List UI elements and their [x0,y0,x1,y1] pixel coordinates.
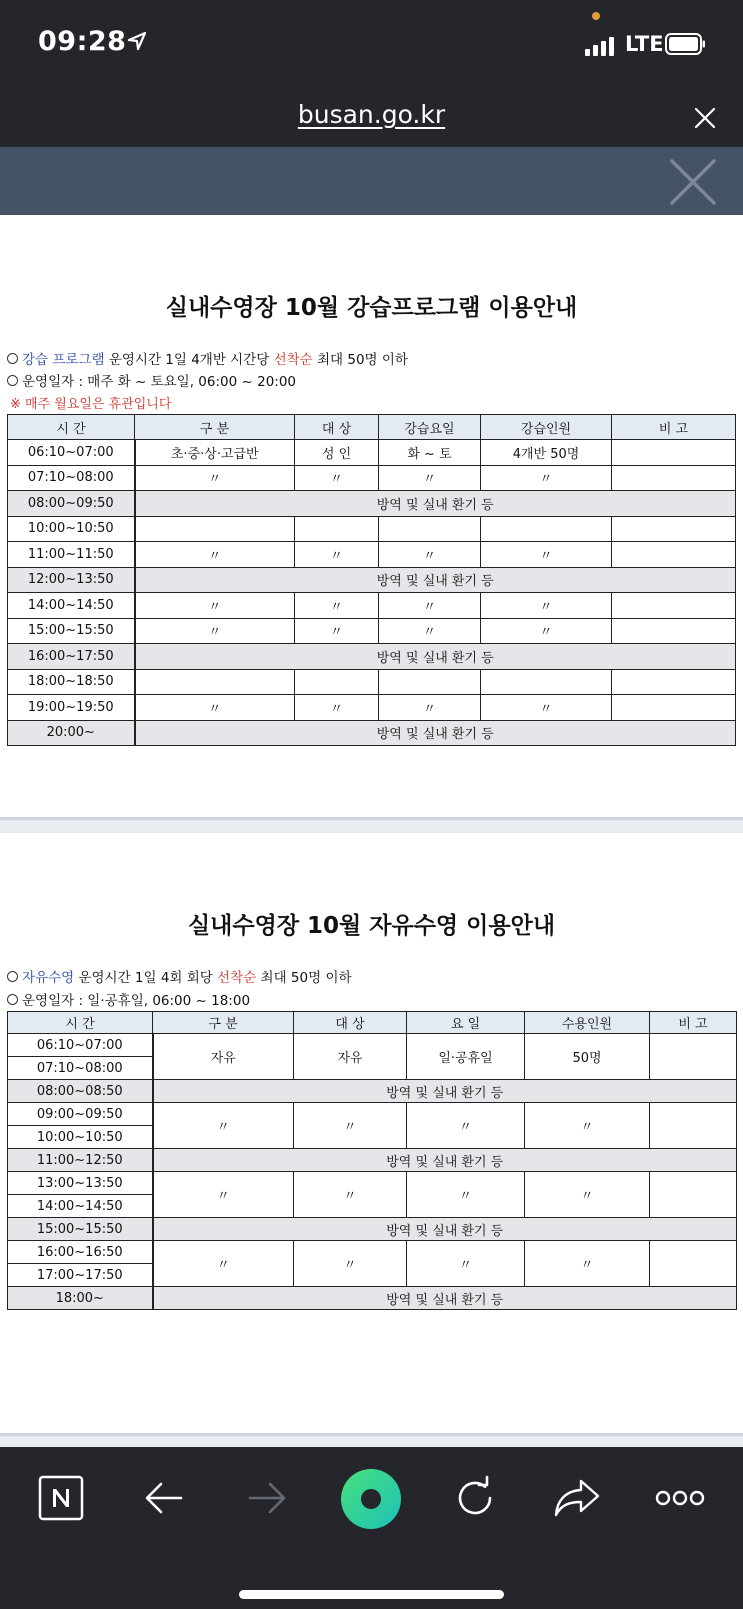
close-icon[interactable] [692,105,718,131]
signal-icon [585,36,621,56]
table-row [8,465,736,491]
more-options-icon[interactable] [655,1487,705,1509]
time-cell: 10:00~10:50 [8,1126,153,1149]
time-cell: 15:00~15:50 [8,618,135,644]
column-header: 요 일 [407,1012,525,1034]
break-note-cell: 방역 및 실내 환기 등 [135,720,736,746]
column-header: 시 간 [8,1012,153,1034]
time-cell: 10:00~10:50 [8,516,135,542]
column-header: 비 고 [612,415,736,440]
table-cell [650,1034,737,1080]
table-row [8,542,736,568]
status-time: 09:28 [38,26,127,57]
free-swim-title: 실내수영장 10월 자유수영 이용안내 [187,913,556,939]
table-cell: 〃 [153,1172,294,1218]
circle-bullet-icon [7,994,18,1005]
table-cell: 〃 [407,1103,525,1149]
table-cell: 〃 [135,593,295,619]
time-cell: 06:10~07:00 [8,1034,153,1057]
time-cell: 14:00~14:50 [8,593,135,619]
time-cell: 15:00~15:50 [8,1218,153,1241]
section-divider [0,1433,743,1436]
time-cell: 13:00~13:50 [8,1172,153,1195]
table-row [8,593,736,619]
free-swim-label: 자유수영 [22,970,75,986]
status-bar [0,0,743,92]
table-row [8,1103,737,1126]
table-cell [612,669,736,695]
table-cell [612,695,736,721]
time-cell: 14:00~14:50 [8,1195,153,1218]
table-cell: 〃 [295,593,379,619]
table-cell [612,542,736,568]
first-come-label: 선착순 [217,970,257,986]
lesson-info-line-2 [7,370,296,390]
table-cell: 〃 [295,542,379,568]
table-cell: 〃 [135,695,295,721]
break-note-cell: 방역 및 실내 환기 등 [153,1080,737,1103]
time-cell: 06:10~07:00 [8,440,135,466]
time-cell: 18:00~ [8,1287,153,1310]
url-text[interactable]: busan.go.kr [297,100,446,129]
lesson-title: 실내수영장 10월 강습프로그램 이용안내 [165,295,578,321]
table-cell: 〃 [379,695,481,721]
back-arrow-icon[interactable] [143,1478,185,1518]
free-capacity-text: 최대 50명 이하 [256,970,352,986]
break-row [8,1218,737,1241]
table-row [8,516,736,542]
time-cell: 11:00~12:50 [8,1149,153,1172]
table-cell: 〃 [153,1103,294,1149]
lesson-capacity-text: 최대 50명 이하 [312,352,408,368]
column-header: 강습요일 [379,415,481,440]
table-cell: 〃 [294,1103,407,1149]
column-header: 시 간 [8,415,135,440]
time-cell: 07:10~08:00 [8,1057,153,1080]
time-cell: 19:00~19:50 [8,695,135,721]
time-cell: 12:00~13:50 [8,567,135,593]
table-cell [481,516,612,542]
lesson-info-line-1 [7,348,408,368]
table-cell [481,669,612,695]
refresh-icon[interactable] [452,1475,498,1521]
table-cell: 〃 [525,1103,650,1149]
table-cell: 〃 [295,465,379,491]
table-cell: 〃 [481,542,612,568]
break-row [8,1080,737,1103]
time-cell: 11:00~11:50 [8,542,135,568]
green-dot-button[interactable] [340,1468,402,1530]
break-row [8,567,736,593]
time-cell: 08:00~08:50 [8,1080,153,1103]
table-row [8,440,736,466]
break-note-cell: 방역 및 실내 환기 등 [153,1149,737,1172]
lesson-program-label: 강습 프로그램 [22,352,105,368]
column-header: 수용인원 [525,1012,650,1034]
lesson-info-text: 운영시간 1일 4개반 시간당 [104,352,274,368]
table-cell: 〃 [295,695,379,721]
network-label: LTE [625,32,664,56]
free-swim-card [0,833,743,1433]
table-cell: 화 ~ 토 [379,440,481,466]
column-header: 비 고 [650,1012,737,1034]
column-header: 구 분 [153,1012,294,1034]
time-cell: 07:10~08:00 [8,465,135,491]
break-row [8,491,736,517]
share-icon[interactable] [553,1477,601,1519]
table-cell: 〃 [481,618,612,644]
section-divider [0,817,743,820]
table-cell: 〃 [135,618,295,644]
table-cell: 〃 [379,593,481,619]
forward-arrow-icon[interactable] [246,1478,288,1518]
time-cell: 16:00~16:50 [8,1241,153,1264]
home-indicator [239,1590,504,1599]
table-cell: 50명 [525,1034,650,1080]
first-come-label: 선착순 [273,352,313,368]
circle-bullet-icon [7,375,18,386]
table-cell [612,593,736,619]
break-note-cell: 방역 및 실내 환기 등 [153,1287,737,1310]
break-row [8,644,736,670]
circle-bullet-icon [7,971,18,982]
table-cell: 〃 [407,1172,525,1218]
table-cell: 일·공휴일 [407,1034,525,1080]
table-cell: 〃 [407,1241,525,1287]
time-cell: 17:00~17:50 [8,1264,153,1287]
column-header: 강습인원 [481,415,612,440]
free-info-line-1 [7,966,352,986]
table-row [8,695,736,721]
free-info-text: 운영시간 1일 4회 회당 [74,970,218,986]
table-cell [379,669,481,695]
table-cell [650,1103,737,1149]
table-cell [612,618,736,644]
table-cell [612,465,736,491]
table-cell [612,516,736,542]
naver-home-button[interactable] [38,1475,84,1521]
time-cell: 16:00~17:50 [8,644,135,670]
break-row [8,720,736,746]
table-row [8,1241,737,1264]
location-arrow-icon [126,30,148,52]
table-cell: 〃 [379,465,481,491]
free-schedule-text: 운영일자 : 일·공휴일, 06:00 ~ 18:00 [22,993,251,1009]
break-row [8,1287,737,1310]
break-note-cell: 방역 및 실내 환기 등 [135,491,736,517]
break-row [8,1149,737,1172]
column-header: 대 상 [294,1012,407,1034]
table-cell: 〃 [294,1172,407,1218]
battery-icon [665,33,706,55]
popup-header [0,147,743,215]
table-cell [650,1241,737,1287]
table-cell [135,669,295,695]
table-row [8,618,736,644]
table-cell: 성 인 [295,440,379,466]
table-cell: 〃 [295,618,379,644]
break-note-cell: 방역 및 실내 환기 등 [135,567,736,593]
time-cell: 09:00~09:50 [8,1103,153,1126]
column-header: 구 분 [135,415,295,440]
table-cell: 〃 [379,542,481,568]
lesson-schedule-table [7,414,736,746]
free-info-line-2 [7,989,250,1009]
time-cell: 18:00~18:50 [8,669,135,695]
break-note-cell: 방역 및 실내 환기 등 [153,1218,737,1241]
break-note-cell: 방역 및 실내 환기 등 [135,644,736,670]
circle-bullet-icon [7,353,18,364]
browser-url-bar [0,92,743,147]
table-cell: 〃 [135,542,295,568]
table-row [8,1172,737,1195]
closed-notice: ※ 매주 월요일은 휴관입니다 [10,397,172,412]
time-cell: 20:00~ [8,720,135,746]
popup-close-icon[interactable] [668,157,718,207]
table-cell [295,669,379,695]
table-cell [379,516,481,542]
column-header: 대 상 [295,415,379,440]
table-cell: 〃 [525,1172,650,1218]
table-cell: 〃 [481,593,612,619]
table-cell: 〃 [294,1241,407,1287]
table-cell: 자유 [294,1034,407,1080]
table-cell: 〃 [135,465,295,491]
table-cell: 〃 [481,695,612,721]
time-cell: 08:00~09:50 [8,491,135,517]
table-cell [650,1172,737,1218]
table-cell [135,516,295,542]
table-cell [612,440,736,466]
table-cell: 자유 [153,1034,294,1080]
table-row [8,1034,737,1057]
table-cell [295,516,379,542]
lesson-schedule-text: 운영일자 : 매주 화 ~ 토요일, 06:00 ~ 20:00 [22,374,297,390]
browser-toolbar [0,1447,743,1609]
lesson-program-card [0,215,743,817]
table-cell: 〃 [379,618,481,644]
table-cell: 〃 [525,1241,650,1287]
table-row [8,669,736,695]
free-swim-schedule-table [7,1011,737,1310]
table-cell: 4개반 50명 [481,440,612,466]
table-cell: 〃 [481,465,612,491]
privacy-indicator-dot [592,12,600,20]
table-cell: 초·중·상·고급반 [135,440,295,466]
table-cell: 〃 [153,1241,294,1287]
